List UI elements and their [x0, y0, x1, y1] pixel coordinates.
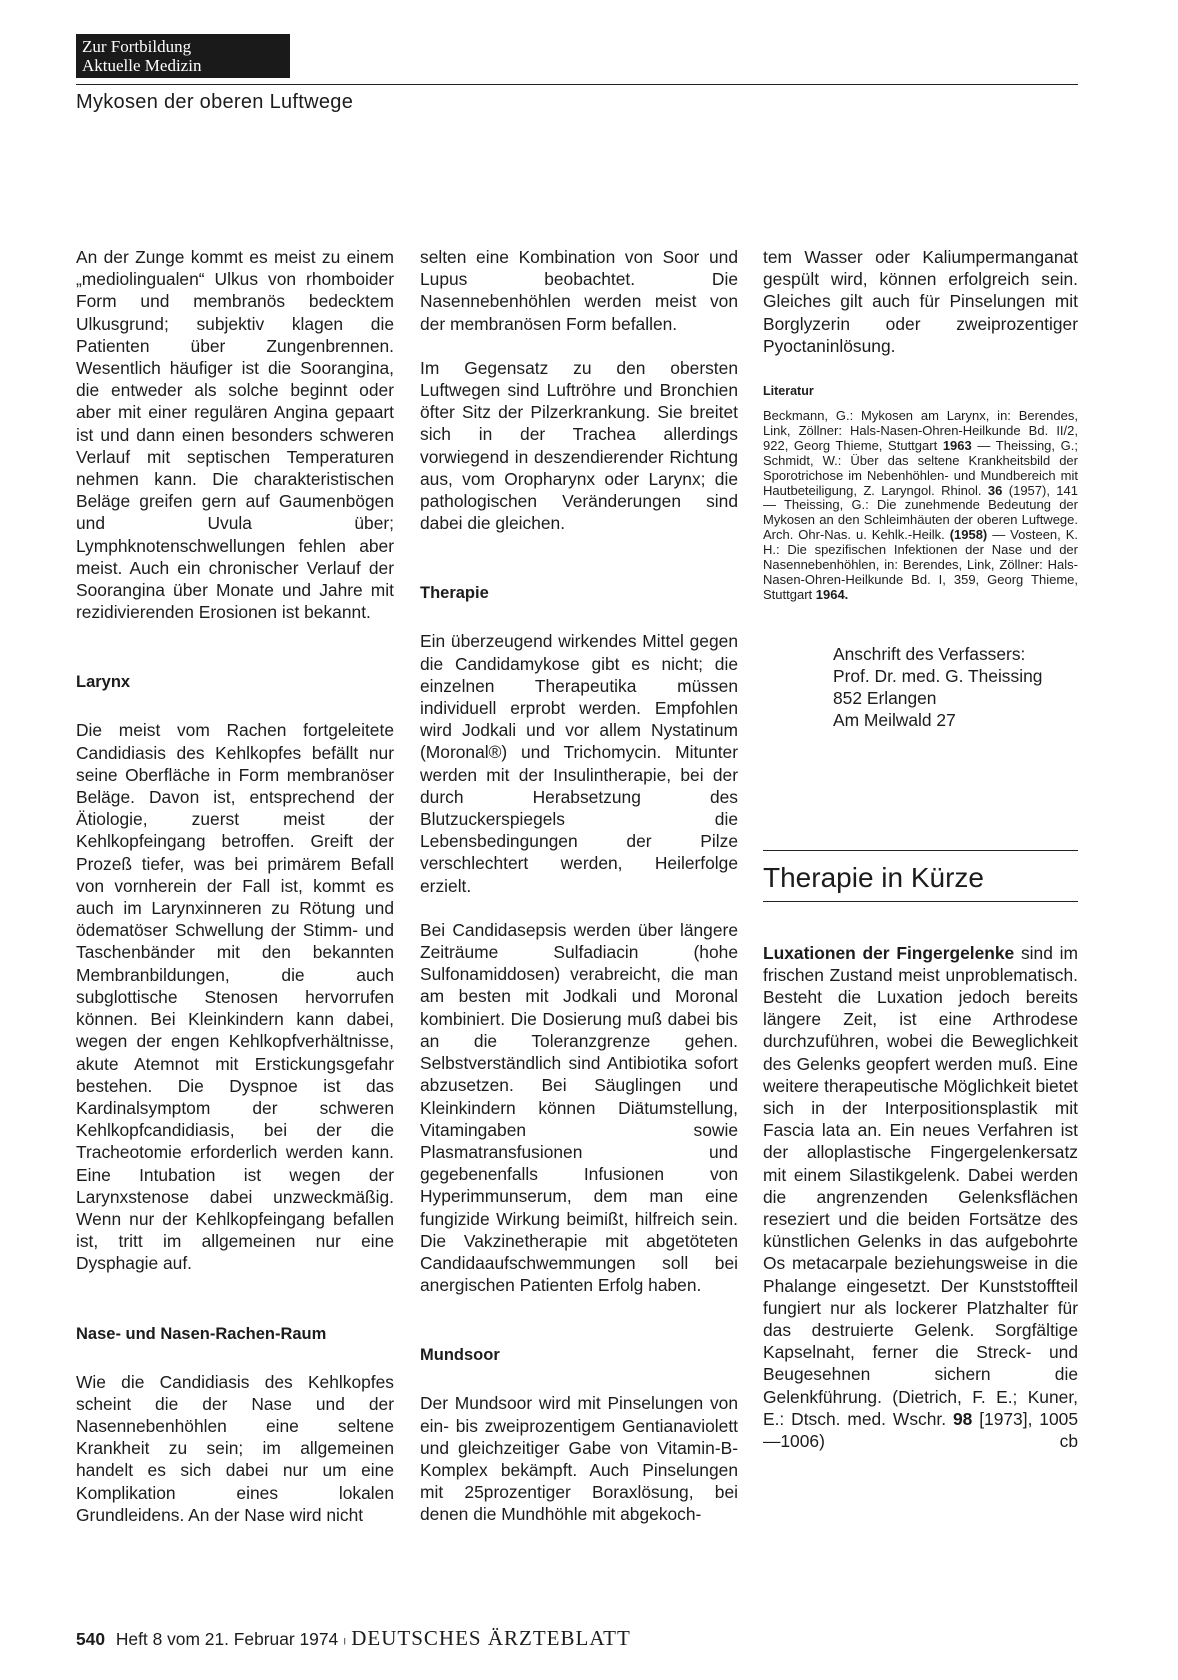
box-title: Therapie in Kürze	[763, 861, 985, 893]
paragraph: Im Gegensatz zu den obersten Luftwegen sind Luftröhre und Bronchien öfter Sitz der Pilzerkrankung. Sie breitet sich in der Trachea allerdings vorwiegend in deszendierender Richtung aus, vom Oropharynx oder Larynx; die pathologischen Veränderungen sind dabei die gleichen.	[420, 357, 738, 534]
badge-line-1: Zur Fortbildung	[82, 37, 192, 56]
footer-separator: ı	[343, 1633, 347, 1648]
box-rule-top	[763, 850, 1078, 851]
running-head: Mykosen der oberen Luftwege	[76, 91, 354, 113]
paragraph: tem Wasser oder Kaliumpermanganat gespült wird, können erfolgreich sein. Gleiches gilt auch für Pinselungen mit Borglyzerin oder zweiprozentiger Pyoctaninlösung.	[763, 247, 1078, 356]
journal-name: DEUTSCHES ÄRZTEBLATT	[351, 1626, 631, 1650]
literature-heading: Literatur	[763, 384, 814, 399]
page-footer	[76, 1626, 631, 1651]
paragraph: selten eine Kombination von Soor und Lupus beobachtet. Die Nasennebenhöhlen werden meist von der membranösen Form befallen.	[420, 247, 738, 334]
section-heading-nase: Nase- und Nasen-Rachen-Raum	[76, 1324, 327, 1343]
paragraph: An der Zunge kommt es meist zu einem „mediolingualen“ Ulkus von rhomboider Form und membranös bedecktem Ulkusgrund; subjektiv klagen die Patienten über Zungenbrennen. Wesentlich häufiger ist die Soorangina, die entweder als solche beginnt oder aber mit einer regulären Angina gepaart ist und dann einen besonders schweren Verlauf mit septischen Temperaturen nehmen kann. Die charakteristischen Beläge greifen gern auf Gaumenbögen und Uvula über; Lymphknotenschwellungen fehlen aber meist. Auch ein chronischer Verlauf der Soorangina über Monate und Jahre mit rezidivierenden Erosionen ist bekannt.	[76, 247, 394, 623]
author-address: Anschrift des Verfassers: Prof. Dr. med. G. Theissing 852 Erlangen Am Meilwald 27	[833, 643, 1043, 731]
paragraph: Wie die Candidiasis des Kehlkopfes scheint die der Nase und der Nasennebenhöhlen eine seltene Krankheit zu sein; im allgemeinen handelt es sich dabei nur um eine Komplikation eines lokalen Grundleidens. An der Nase wird nicht	[76, 1371, 394, 1525]
column-3	[763, 246, 1078, 1452]
paragraph: Bei Candidasepsis werden über längere Zeiträume Sulfadiacin (hohe Sulfonamiddosen) verabreicht, die man am besten mit Jodkali und Moronal kombiniert. Die Dosierung muß dabei bis an die Toleranzgrenze gehen. Selbstverständlich sind Antibiotika sofort abzusetzen. Bei Säuglingen und Kleinkindern können Diätumstellung, Vitamingaben sowie Plasmatransfusionen und gegebenenfalls Infusionen von Hyperimmunserum, dem man eine fungizide Wirkung beimißt, hilfreich sein. Die Vakzinetherapie mit abgetöteten Candidaaufschwemmungen soll bei anergischen Patienten Erfolg haben.	[420, 919, 738, 1296]
column-1	[76, 246, 394, 1526]
column-2	[420, 246, 738, 1526]
badge-line-2: Aktuelle Medizin	[82, 56, 202, 75]
page-number: 540	[76, 1629, 106, 1649]
section-heading-therapie: Therapie	[420, 584, 489, 603]
paragraph: Die meist vom Rachen fortgeleitete Candidiasis des Kehlkopfes befällt nur seine Oberfläche in Form membranöser Beläge. Davon ist, entsprechend der Ätiologie, zuerst meist der Kehlkopfeingang betroffen. Greift der Prozeß tiefer, was bei primärem Befall von vornherein der Fall ist, kommt es auch im Larynxinneren zu Rötung und ödematöser Schwellung der Stimm- und Taschenbänder mit den bekannten Membranbildungen, die auch subglottische Stenosen hervorrufen können. Bei Kleinkindern kann dabei, wegen der engen Kehlkopfverhältnisse, akute Atemnot mit Erstickungsgefahr bestehen. Die Dyspnoe ist das Kardinalsymptom der schweren Kehlkopfcandidiasis, bei der die Tracheotomie erforderlich werden kann. Eine Intubation ist wegen der Larynxstenose dabei unzweckmäßig. Wenn nur der Kehlkopfeingang befallen ist, tritt im allgemeinen nur eine Dysphagie auf.	[76, 720, 394, 1274]
section-heading-larynx: Larynx	[76, 673, 131, 692]
paragraph: Ein überzeugend wirkendes Mittel gegen die Candidamykose gibt es nicht; die einzelnen Therapeutika müssen individuell erprobt werden. Empfohlen wird Jodkali und vor allem Nystatinum (Moronal®) und Trichomycin. Mitunter werden mit der Insulintherapie, bei der durch Herabsetzung des Blutzuckerspiegels die Lebensbedingungen der Pilze verschlechtert werden, Heilerfolge erzielt.	[420, 631, 738, 896]
author-initials: cb	[1059, 1431, 1078, 1452]
issue-info: Heft 8 vom 21. Februar 1974	[115, 1629, 339, 1649]
literature-references: Beckmann, G.: Mykosen am Larynx, in: Berendes, Link, Zöllner: Hals-Nasen-Ohren-Heilkunde Bd. II/2, 922, Georg Thieme, Stuttgart 1963 — Theissing, G.; Schmidt, W.: Über das seltene Krankheitsbild der Sporotrichose im Nebenhöhlen- und Mundbereich mit Hautbeteiligung, Z. Laryngol. Rhinol. 36 (1957), 141 — Theissing, G.: Die zunehmende Bedeutung der Mykosen an den Schleimhäuten der oberen Luftwege. Arch. Ohr-Nas. u. Kehlk.-Heilk. (1958) — Vosteen, K. H.: Die spezifischen Infektionen der Nase und der Nasennebenhöhlen, in: Berendes, Link, Zöllner: Hals-Nasen-Ohren-Heilkunde Bd. I, 359, Georg Thieme, Stuttgart 1964.	[763, 408, 1078, 602]
section-heading-mundsoor: Mundsoor	[420, 1346, 500, 1365]
box-rule-bottom	[763, 901, 1078, 902]
paragraph: Der Mundsoor wird mit Pinselungen von ein- bis zweiprozentigem Gentianaviolett und gleichzeitiger Gabe von Vitamin-B-Komplex bekämpft. Auch Pinselungen mit 25prozentiger Boraxlösung, bei denen die Mundhöhle mit abgekoch-	[420, 1393, 738, 1525]
box-paragraph: Luxationen der Fingergelenke sind im frischen Zustand meist unproblematisch. Besteht die Luxation jedoch bereits längere Zeit, ist eine Arthrodese durchzuführen, wobei die Beweglichkeit des Gelenks geopfert werden muß. Eine weitere therapeutische Möglichkeit bietet sich in der Interpositionsplastik mit Fascia lata an. Ein neues Verfahren ist der alloplastische Fingergelenkersatz mit einem Silastikgelenk. Dabei werden die angrenzenden Gelenksflächen reseziert und die beiden Fortsätze des künstlichen Gelenks in das aufgebohrte Os metacarpale beziehungsweise in die Phalange eingesetzt. Der Kunststoffteil fungiert nur als lockerer Platzhalter für das destruierte Gelenk. Sorgfältige Kapselnaht, ferner die Streck- und Beugesehnen sichern die Gelenkführung. (Dietrich, F. E.; Kuner, E.: Dtsch. med. Wschr. 98 [1973], 1005—1006) cb	[763, 942, 1078, 1452]
header-rule	[76, 84, 1078, 85]
section-badge	[76, 34, 290, 78]
